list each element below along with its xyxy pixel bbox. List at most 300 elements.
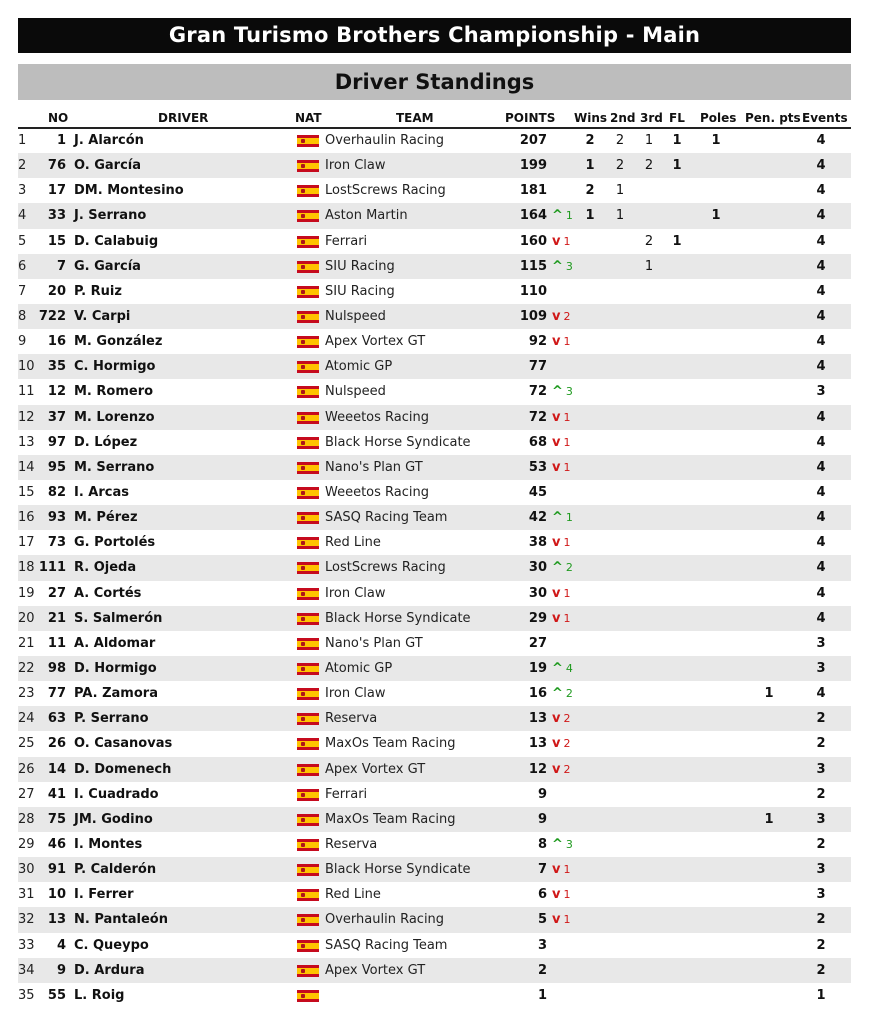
car-number-cell: 4 [56,937,66,953]
driver-name-cell: I. Montes [74,836,143,852]
arrow-down-icon: v [552,535,561,551]
car-number-cell: 41 [47,786,66,802]
driver-name-cell: D. Ardura [74,962,145,978]
position-cell: 15 [18,484,35,500]
spain-flag-icon [297,914,319,926]
spain-flag-icon [297,889,319,901]
table-row[interactable] [18,153,851,178]
position-change-value: 2 [563,712,571,726]
spain-flag-icon [297,562,319,574]
poles-cell: 1 [711,208,721,224]
team-name-cell: Nano's Plan GT [325,459,423,475]
points-cell: 9 [537,786,547,802]
table-row[interactable] [18,480,851,505]
spain-flag-icon [297,286,319,298]
points-cell: 42 [528,510,547,526]
events-cell: 2 [816,736,826,752]
position-change-value: 3 [565,259,573,273]
car-number-cell: 10 [47,887,66,903]
spain-flag-icon [297,236,319,248]
position-cell: 26 [18,761,35,777]
points-cell: 30 [528,560,547,576]
spain-flag-icon [297,588,319,600]
third-places-cell: 2 [644,158,654,174]
events-cell: 4 [816,459,826,475]
table-row[interactable] [18,606,851,631]
events-cell: 3 [816,887,826,903]
position-change-value: 1 [563,586,571,600]
points-cell: 30 [528,585,547,601]
position-change [552,203,573,228]
position-cell: 29 [18,836,35,852]
third-places-cell: 1 [644,258,654,274]
table-header [18,110,851,129]
wins-cell: 1 [585,158,595,174]
arrow-up-icon: ^ [552,686,563,702]
table-row[interactable] [18,983,851,1008]
position-change [552,656,573,681]
car-number-cell: 722 [38,308,66,324]
driver-name-cell: I. Ferrer [74,887,134,903]
arrow-up-icon: ^ [552,384,563,400]
spain-flag-icon [297,361,319,373]
position-change-value: 4 [565,661,573,675]
car-number-cell: 55 [47,987,66,1003]
spain-flag-icon [297,764,319,776]
table-row[interactable] [18,581,851,606]
col-no[interactable]: NO [48,111,69,125]
car-number-cell: 9 [56,962,66,978]
driver-name-cell: PA. Zamora [74,686,158,702]
position-change-value: 3 [565,837,573,851]
position-change [552,430,570,455]
position-change [552,681,573,706]
table-row[interactable] [18,907,851,932]
third-places-cell: 2 [644,233,654,249]
position-change [552,555,573,580]
position-cell: 2 [18,158,27,174]
spain-flag-icon [297,864,319,876]
driver-name-cell: D. Calabuig [74,233,159,249]
events-cell: 4 [816,585,826,601]
car-number-cell: 73 [47,535,66,551]
points-cell: 72 [528,409,547,425]
spain-flag-icon [297,261,319,273]
team-name-cell: Iron Claw [325,686,386,702]
events-cell: 4 [816,258,826,274]
team-name-cell: Red Line [325,535,381,551]
events-cell: 4 [816,409,826,425]
events-cell: 4 [816,158,826,174]
spain-flag-icon [297,437,319,449]
spain-flag-icon [297,160,319,172]
team-name-cell: Overhaulin Racing [325,133,445,148]
car-number-cell: 17 [47,183,66,199]
position-cell: 23 [18,686,35,702]
events-cell: 3 [816,862,826,878]
position-change [552,254,573,279]
car-number-cell: 63 [47,711,66,727]
car-number-cell: 95 [47,459,66,475]
driver-name-cell: M. González [74,334,163,350]
position-cell: 11 [18,384,35,400]
position-cell: 12 [18,409,35,425]
position-cell: 35 [18,987,35,1003]
driver-name-cell: O. Casanovas [74,736,173,752]
position-change [552,606,570,631]
team-name-cell: Overhaulin Racing [325,912,445,928]
table-row[interactable] [18,731,851,756]
points-cell: 27 [528,635,547,651]
driver-name-cell: C. Hormigo [74,359,156,375]
position-change-value: 1 [563,611,571,625]
table-row[interactable] [18,530,851,555]
team-name-cell: SASQ Racing Team [325,937,448,953]
points-cell: 38 [528,535,547,551]
position-change-value: 2 [565,687,573,701]
events-cell: 3 [816,635,826,651]
spain-flag-icon [297,663,319,675]
events-cell: 2 [816,962,826,978]
table-row[interactable] [18,178,851,203]
team-name-cell: Reserva [325,711,378,727]
standings-table [18,128,851,1008]
table-row[interactable] [18,757,851,782]
spain-flag-icon [297,412,319,424]
events-cell: 4 [816,233,826,249]
car-number-cell: 14 [47,761,66,777]
points-cell: 6 [537,887,547,903]
team-name-cell: Weeetos Racing [325,409,430,425]
position-change-value: 1 [563,460,571,474]
points-cell: 16 [528,686,547,702]
penalty-points-cell: 1 [764,686,774,702]
arrow-down-icon: v [552,736,561,752]
table-row[interactable] [18,958,851,983]
position-change-value: 1 [563,435,571,449]
team-name-cell: LostScrews Racing [325,183,446,199]
table-row[interactable] [18,254,851,279]
points-cell: 8 [537,836,547,852]
arrow-down-icon: v [552,409,561,425]
position-cell: 21 [18,635,35,651]
team-name-cell: Ferrari [325,786,368,802]
team-name-cell: Nulspeed [325,308,386,324]
points-cell: 115 [519,258,547,274]
col-events[interactable]: Events [802,111,848,125]
points-cell: 7 [537,862,547,878]
team-name-cell: Nano's Plan GT [325,635,423,651]
position-change [552,405,570,430]
car-number-cell: 37 [47,409,66,425]
col-pen-pts[interactable]: Pen. pts [745,111,801,125]
table-row[interactable] [18,681,851,706]
points-cell: 1 [537,987,547,1003]
table-row[interactable] [18,279,851,304]
car-number-cell: 97 [47,434,66,450]
position-cell: 28 [18,811,35,827]
table-row[interactable] [18,128,851,153]
position-cell: 9 [18,334,27,350]
table-row[interactable] [18,782,851,807]
spain-flag-icon [297,311,319,323]
position-change [552,757,570,782]
points-cell: 109 [519,308,547,324]
driver-name-cell: R. Ojeda [74,560,137,576]
col-driver[interactable]: DRIVER [158,111,209,125]
spain-flag-icon [297,940,319,952]
points-cell: 13 [528,711,547,727]
arrow-down-icon: v [552,761,561,777]
events-cell: 4 [816,434,826,450]
second-places-cell: 1 [615,183,625,199]
col-team[interactable]: TEAM [396,111,434,125]
points-cell: 68 [528,434,547,450]
position-change-value: 1 [563,234,571,248]
position-change-value: 2 [565,561,573,575]
table-row[interactable] [18,430,851,455]
events-cell: 2 [816,786,826,802]
car-number-cell: 15 [47,233,66,249]
team-name-cell: Black Horse Syndicate [325,610,471,626]
col-2nd[interactable]: 2nd [610,111,636,125]
table-row[interactable] [18,229,851,254]
second-places-cell: 1 [615,208,625,224]
position-change-value: 1 [563,335,571,349]
events-cell: 4 [816,359,826,375]
team-name-cell: SIU Racing [325,258,395,274]
driver-name-cell: S. Salmerón [74,610,163,626]
col-poles[interactable]: Poles [700,111,737,125]
points-cell: 207 [519,133,547,148]
spain-flag-icon [297,638,319,650]
arrow-up-icon: ^ [552,836,563,852]
team-name-cell: Atomic GP [325,660,393,676]
driver-name-cell: L. Roig [74,987,125,1003]
driver-name-cell: I. Cuadrado [74,786,159,802]
arrow-down-icon: v [552,308,561,324]
table-row[interactable] [18,933,851,958]
car-number-cell: 16 [47,334,66,350]
position-change-value: 1 [563,888,571,902]
car-number-cell: 76 [47,158,66,174]
spain-flag-icon [297,185,319,197]
table-row[interactable] [18,807,851,832]
position-change [552,882,570,907]
events-cell: 4 [816,208,826,224]
col-points[interactable]: POINTS [505,111,556,125]
section-title: Driver Standings [18,64,851,100]
position-cell: 32 [18,912,35,928]
position-cell: 30 [18,862,35,878]
events-cell: 1 [816,987,826,1003]
arrow-up-icon: ^ [552,208,563,224]
arrow-down-icon: v [552,334,561,350]
events-cell: 4 [816,308,826,324]
wins-cell: 1 [585,208,595,224]
car-number-cell: 33 [47,208,66,224]
team-name-cell: MaxOs Team Racing [325,811,456,827]
spain-flag-icon [297,613,319,625]
position-cell: 16 [18,510,35,526]
driver-name-cell: N. Pantaleón [74,912,168,928]
events-cell: 4 [816,535,826,551]
position-cell: 20 [18,610,35,626]
third-places-cell: 1 [644,133,654,148]
spain-flag-icon [297,713,319,725]
car-number-cell: 82 [47,484,66,500]
car-number-cell: 35 [47,359,66,375]
position-cell: 22 [18,660,35,676]
points-cell: 110 [519,283,547,299]
table-row[interactable] [18,304,851,329]
points-cell: 72 [528,384,547,400]
driver-name-cell: D. Hormigo [74,660,157,676]
table-row[interactable] [18,379,851,404]
table-row[interactable] [18,505,851,530]
team-name-cell: Red Line [325,887,381,903]
team-name-cell: Weeetos Racing [325,484,430,500]
events-cell: 4 [816,686,826,702]
team-name-cell: MaxOs Team Racing [325,736,456,752]
team-name-cell: Apex Vortex GT [325,761,426,777]
team-name-cell: SIU Racing [325,283,395,299]
arrow-down-icon: v [552,434,561,450]
col-wins[interactable]: Wins [574,111,608,125]
car-number-cell: 13 [47,912,66,928]
car-number-cell: 91 [47,862,66,878]
position-cell: 5 [18,233,27,249]
fastest-laps-cell: 1 [672,133,682,148]
points-cell: 164 [519,208,547,224]
position-change-value: 3 [565,385,573,399]
table-row[interactable] [18,656,851,681]
table-row[interactable] [18,405,851,430]
position-cell: 10 [18,359,35,375]
position-cell: 1 [18,133,27,148]
table-row[interactable] [18,354,851,379]
position-change-value: 1 [565,209,573,223]
driver-name-cell: P. Ruiz [74,283,122,299]
events-cell: 4 [816,510,826,526]
position-change [552,379,573,404]
spain-flag-icon [297,990,319,1002]
position-cell: 19 [18,585,35,601]
events-cell: 3 [816,811,826,827]
col-3rd[interactable]: 3rd [640,111,663,125]
position-cell: 7 [18,283,27,299]
events-cell: 4 [816,484,826,500]
position-cell: 24 [18,711,35,727]
col-fl[interactable]: FL [669,111,685,125]
position-cell: 31 [18,887,35,903]
position-cell: 3 [18,183,27,199]
spain-flag-icon [297,386,319,398]
driver-name-cell: G. García [74,258,141,274]
team-name-cell: Nulspeed [325,384,386,400]
position-change [552,907,570,932]
penalty-points-cell: 1 [764,811,774,827]
position-cell: 14 [18,459,35,475]
arrow-down-icon: v [552,459,561,475]
driver-name-cell: DM. Montesino [74,183,184,199]
team-name-cell: Black Horse Syndicate [325,862,471,878]
points-cell: 160 [519,233,547,249]
driver-name-cell: D. Domenech [74,761,172,777]
spain-flag-icon [297,512,319,524]
arrow-down-icon: v [552,912,561,928]
position-cell: 27 [18,786,35,802]
table-row[interactable] [18,706,851,731]
position-change-value: 1 [563,410,571,424]
position-cell: 34 [18,962,35,978]
driver-name-cell: M. Serrano [74,459,155,475]
points-cell: 53 [528,459,547,475]
events-cell: 2 [816,912,826,928]
team-name-cell: Apex Vortex GT [325,962,426,978]
spain-flag-icon [297,839,319,851]
table-row[interactable] [18,857,851,882]
wins-cell: 2 [585,133,595,148]
points-cell: 9 [537,811,547,827]
table-row[interactable] [18,455,851,480]
points-cell: 77 [528,359,547,375]
arrow-down-icon: v [552,711,561,727]
events-cell: 4 [816,183,826,199]
driver-name-cell: C. Queypo [74,937,149,953]
team-name-cell: Iron Claw [325,585,386,601]
spain-flag-icon [297,462,319,474]
events-cell: 4 [816,133,826,148]
car-number-cell: 111 [38,560,66,576]
spain-flag-icon [297,336,319,348]
table-row[interactable] [18,203,851,228]
position-change-value: 1 [565,511,573,525]
driver-name-cell: M. Romero [74,384,154,400]
position-change [552,229,570,254]
team-name-cell: LostScrews Racing [325,560,446,576]
table-row[interactable] [18,832,851,857]
driver-name-cell: D. López [74,434,138,450]
col-nat[interactable]: NAT [295,111,322,125]
spain-flag-icon [297,135,319,147]
points-cell: 45 [528,484,547,500]
driver-name-cell: M. Pérez [74,510,138,526]
table-row[interactable] [18,631,851,656]
driver-name-cell: V. Carpi [74,308,131,324]
team-name-cell: SASQ Racing Team [325,510,448,526]
arrow-up-icon: ^ [552,510,563,526]
events-cell: 3 [816,660,826,676]
driver-name-cell: M. Lorenzo [74,409,155,425]
position-cell: 13 [18,434,35,450]
driver-name-cell: P. Serrano [74,711,149,727]
car-number-cell: 21 [47,610,66,626]
page-title: Gran Turismo Brothers Championship - Main [18,18,851,53]
position-change-value: 2 [563,737,571,751]
position-change-value: 1 [563,913,571,927]
table-row[interactable] [18,329,851,354]
table-row[interactable] [18,882,851,907]
position-cell: 25 [18,736,35,752]
position-change [552,857,570,882]
table-row[interactable] [18,555,851,580]
position-cell: 6 [18,258,27,274]
position-change [552,581,570,606]
arrow-down-icon: v [552,887,561,903]
position-change [552,530,570,555]
events-cell: 4 [816,283,826,299]
